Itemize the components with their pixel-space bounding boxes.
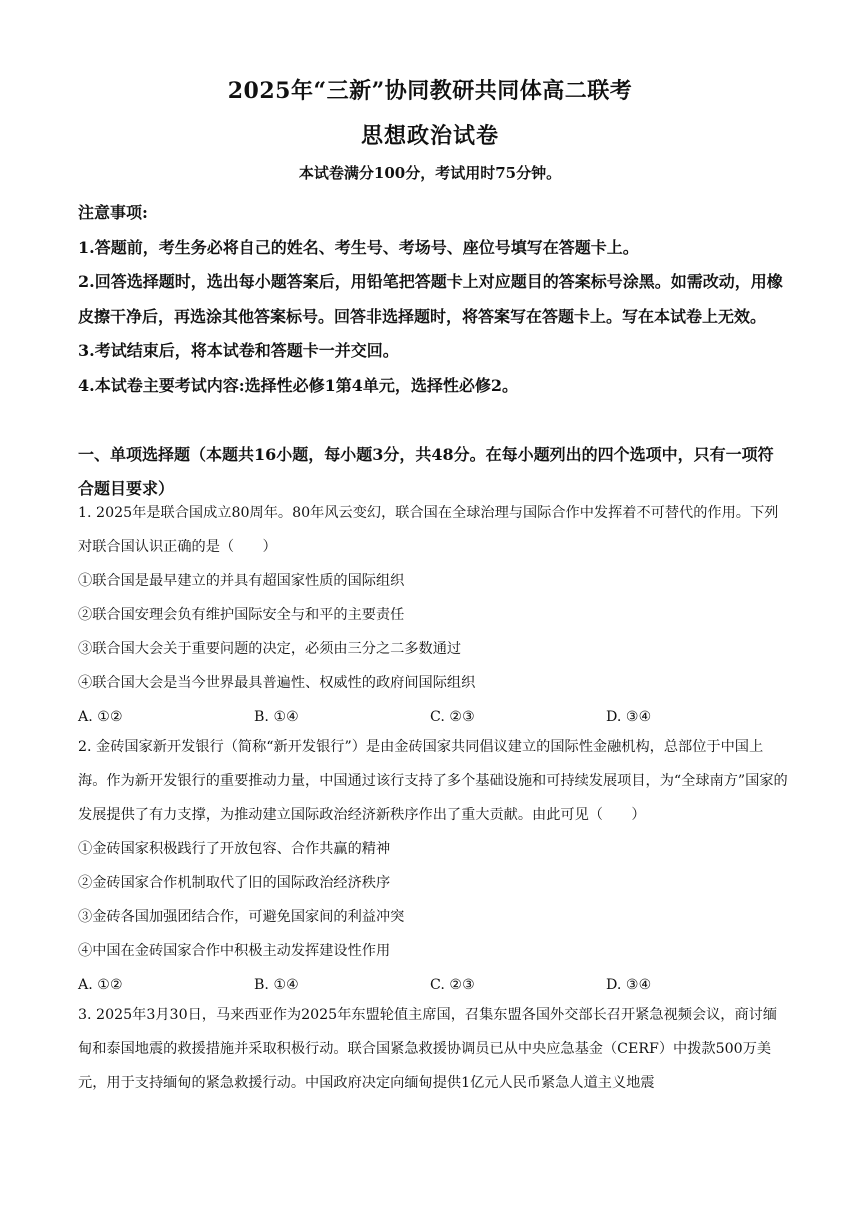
question-item: ①联合国是最早建立的并具有超国家性质的国际组织 [78, 573, 405, 589]
answer-options [78, 968, 790, 1002]
question-item: ④联合国大会是当今世界最具普遍性、权威性的政府间国际组织 [78, 675, 476, 691]
notes-heading: 注意事项: [78, 203, 148, 222]
exam-title: 2025年“三新”协同教研共同体高二联考 [227, 78, 633, 104]
question-stem: 2. 金砖国家新开发银行（简称“新开发银行”）是由金砖国家共同倡议建立的国际性金融机构，总部位于中国上海。作为新开发银行的重要推动力量，中国通过该行支持了多个基础设施和可持续发展项目，为“全球南方”国家的发展提供了有力支撑，为推动建立国际政治经济新秩序作出了重大贡献。由此可见（ ） [78, 739, 788, 823]
question-item: ②联合国安理会负有维护国际安全与和平的主要责任 [78, 607, 405, 623]
notes-block [78, 196, 788, 403]
note-item: 2.回答选择题时，选出每小题答案后，用铅笔把答题卡上对应题目的答案标号涂黑。如需改动，用橡皮擦干净后，再选涂其他答案标号。回答非选择题时，将答案写在答题卡上。写在本试卷上无效。 [78, 272, 783, 326]
question-2 [78, 730, 790, 1002]
question-item: ①金砖国家积极践行了开放包容、合作共赢的精神 [78, 841, 391, 857]
note-item: 4.本试卷主要考试内容:选择性必修1第4单元，选择性必修2。 [78, 375, 519, 395]
option-d: D. ③④ [606, 709, 652, 725]
option-d: D. ③④ [606, 977, 652, 993]
option-b: B. ①④ [254, 709, 299, 725]
question-item: ③联合国大会关于重要问题的决定，必须由三分之二多数通过 [78, 641, 462, 657]
option-a: A. ①② [78, 977, 123, 993]
question-1 [78, 496, 790, 734]
section-heading: 一、单项选择题（本题共16小题，每小题3分，共48分。在每小题列出的四个选项中，只有一项符合题目要求） [78, 445, 774, 498]
question-item: ②金砖国家合作机制取代了旧的国际政治经济秩序 [78, 875, 391, 891]
question-item: ③金砖各国加强团结合作，可避免国家间的利益冲突 [78, 909, 405, 925]
exam-subject: 思想政治试卷 [360, 123, 499, 149]
option-b: B. ①④ [254, 977, 299, 993]
option-c: C. ②③ [430, 977, 475, 993]
exam-info: 本试卷满分100分，考试用时75分钟。 [298, 164, 562, 182]
question-stem: 3. 2025年3月30日，马来西亚作为2025年东盟轮值主席国，召集东盟各国外交部长召开紧急视频会议，商讨缅甸和泰国地震的救援措施并采取积极行动。联合国紧急救援协调员已从中央应急基金（CERF）中拨款500万美元，用于支持缅甸的紧急救援行动。中国政府决定向缅甸提供1亿元人民币紧急人道主义地震 [78, 1007, 778, 1091]
answer-options [78, 700, 790, 734]
question-stem: 1. 2025年是联合国成立80周年。80年风云变幻，联合国在全球治理与国际合作中发挥着不可替代的作用。下列对联合国认识正确的是（ ） [78, 505, 779, 555]
option-a: A. ①② [78, 709, 123, 725]
question-item: ④中国在金砖国家合作中积极主动发挥建设性作用 [78, 943, 391, 959]
option-c: C. ②③ [430, 709, 475, 725]
note-item: 1.答题前，考生务必将自己的姓名、考生号、考场号、座位号填写在答题卡上。 [78, 237, 639, 257]
question-3 [78, 998, 790, 1100]
note-item: 3.考试结束后，将本试卷和答题卡一并交回。 [78, 341, 399, 360]
